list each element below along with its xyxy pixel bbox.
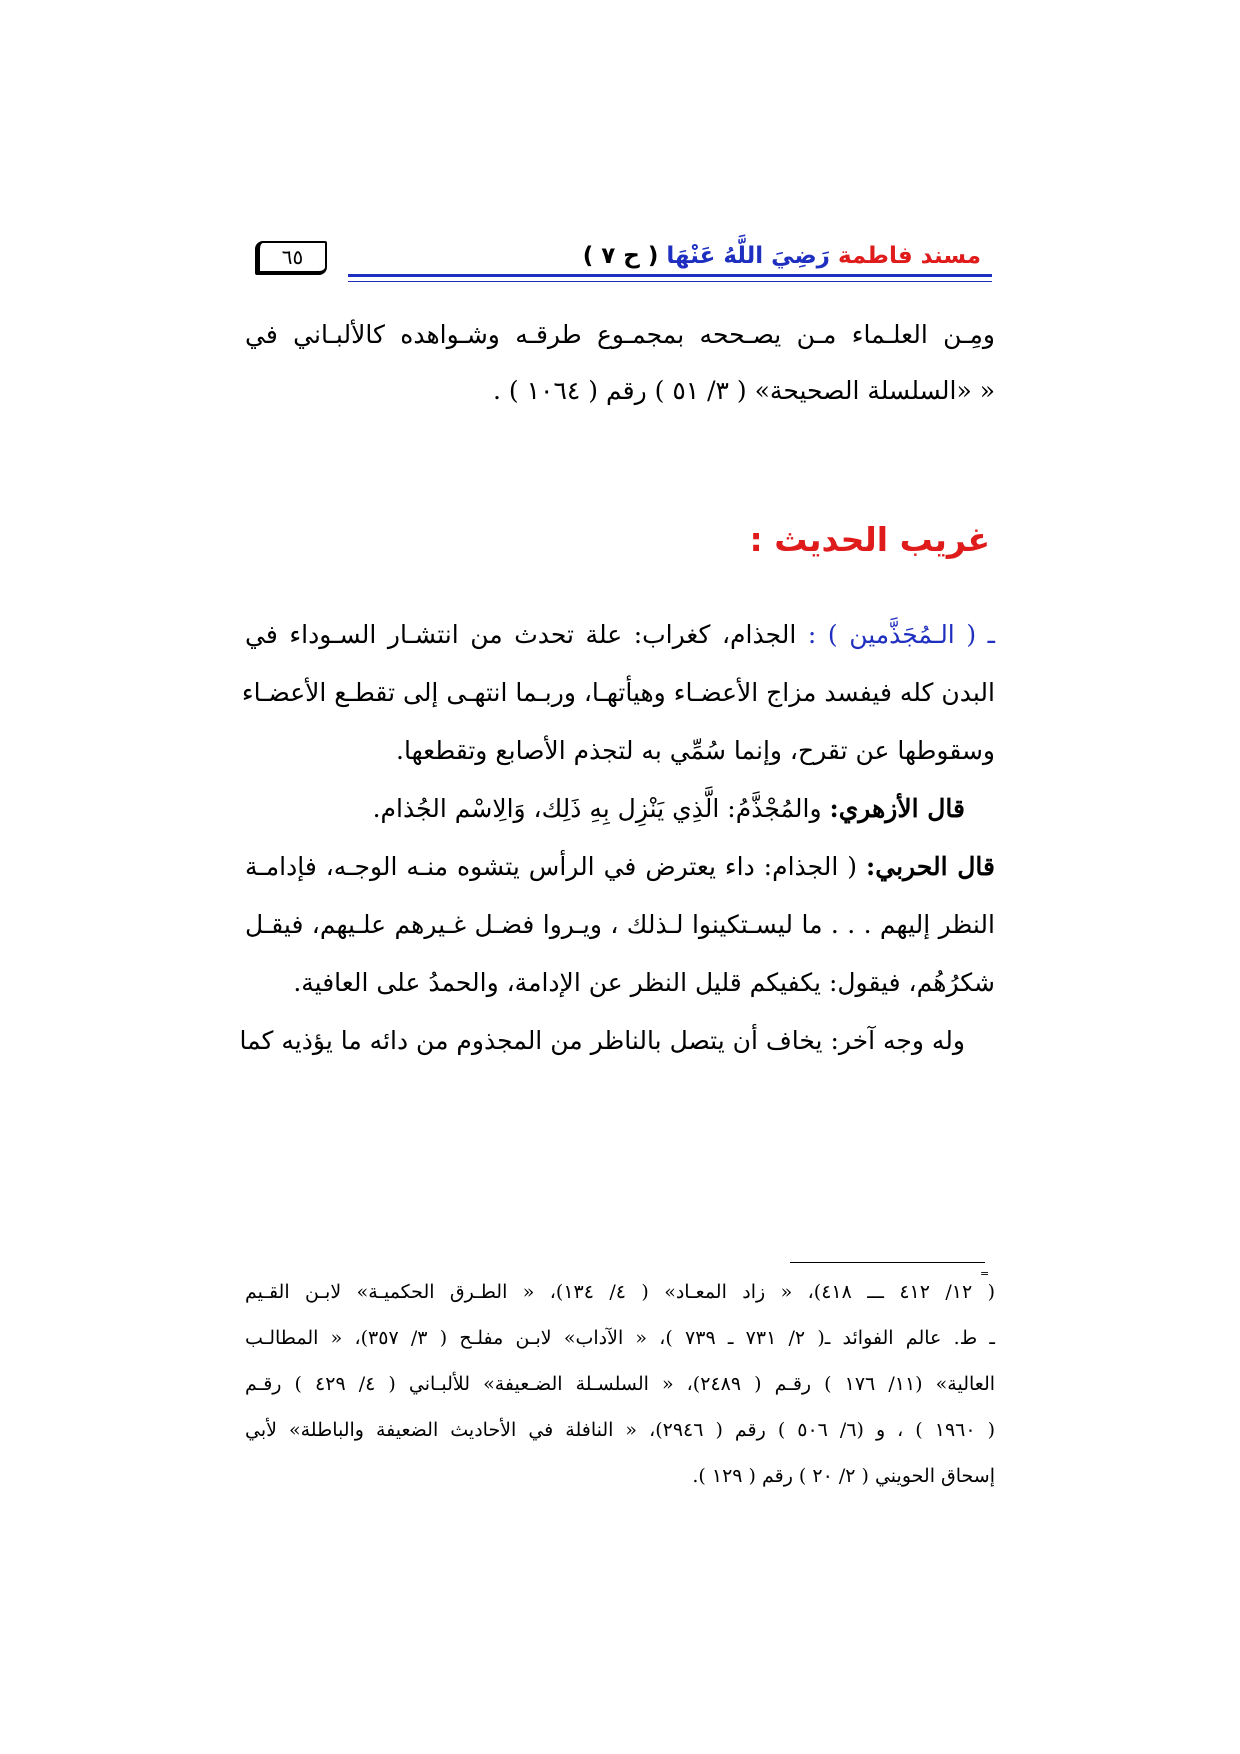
footnote-line-3: العالية» (١١/ ١٧٦ ) رقـم ( ٢٤٨٩)، « السلسـلة الضـعيفة» للألبـاني ( ٤/ ٤٢٩ ) رقـم — [245, 1373, 996, 1395]
azhari-label: قال الأزهري: — [829, 794, 965, 823]
harbi-label: قال الحربي: — [866, 852, 995, 881]
header-rule-thin — [348, 281, 992, 282]
glossary-term: ـ ( الـمُجَذَّمين ) : — [807, 620, 995, 649]
section-heading: غريب الحديث : — [749, 520, 990, 559]
footnote-separator — [790, 1262, 985, 1263]
intro-line-2: « «السلسلة الصحيحة» ( ٣/ ٥١ ) رقم ( ١٠٦٤ ) . — [493, 376, 995, 405]
para1-line-3: وسقوطها عن تقرح، وإنما سُمِّي به لتجذم الأصابع وتقطعها. — [396, 736, 995, 765]
footnote-line-1: ( ١٢/ ٤١٢ ـــ ٤١٨)، « زاد المعـاد» ( ٤/ ١٣٤)، « الطـرق الحكميـة» لابـن القـيم — [245, 1281, 996, 1303]
harbi-line-1 — [245, 847, 995, 887]
running-header — [583, 241, 981, 271]
para1-line-2: البدن كله فيفسد مزاج الأعضـاء وهيأتهـا، وربـما انتهـى إلى تقطـع الأعضـاء — [241, 678, 995, 707]
footnote-line-2: ـ ط. عالم الفوائد ـ( ٢/ ٧٣١ ـ ٧٣٩ )، « الآداب» لابـن مفلـح ( ٣/ ٣٥٧)، « المطالـب — [245, 1327, 995, 1349]
harbi-line-2: النظر إليهم . . . ما ليسـتكينوا لـذلك ، ويـروا فضـل غـيرهم علـيهم، فيقـل — [245, 910, 995, 939]
other-aspect-line: وله وجه آخر: يخاف أن يتصل بالناظر من المجذوم من دائه ما يؤذيه كما — [239, 1026, 965, 1055]
header-rule-thick — [348, 274, 992, 277]
header-book-title: مسند فاطمة — [837, 243, 981, 269]
page-number-box — [255, 241, 327, 275]
harbi-line-3: شكرُهُم، فيقول: يكفيكم قليل النظر عن الإدامة، والحمدُ على العافية. — [293, 968, 995, 997]
harbi-line-1-text: ( الجذام: داء يعترض في الرأس يتشوه منـه الوجـه، فإدامـة — [245, 852, 867, 881]
footnote-line-5: إسحاق الحويني ( ٢/ ٢٠ ) رقم ( ١٢٩ ). — [692, 1465, 995, 1487]
footnote-continuation-mark: = — [980, 1267, 990, 1280]
footnote-line-4: ( ١٩٦٠ ) ، و (٦/ ٥٠٦ ) رقم ( ٢٩٤٦)، « النافلة في الأحاديث الضعيفة والباطلة» لأبي — [245, 1419, 996, 1441]
azhari-text: والمُجْذَّمُ: الَّذِي يَنْزِل بِهِ ذَلِك، وَالِاسْم الجُذام. — [372, 794, 830, 823]
azhari-line — [245, 789, 965, 829]
header-part: ( ح ٧ ) — [582, 243, 659, 269]
intro-line-1: ومِـن العلـماء مـن يصـححه بمجمـوع طرقـه وشـواهده كالألبـاني في — [245, 320, 995, 349]
header-honorific: رَضِيَ اللَّهُ عَنْهَا — [666, 243, 830, 269]
page-number: ٦٥ — [281, 245, 304, 269]
para1-line-1-text: الجذام، كغراب: علة تحدث من انتشـار السـوداء في — [245, 620, 808, 649]
para1-line-1 — [245, 615, 995, 655]
